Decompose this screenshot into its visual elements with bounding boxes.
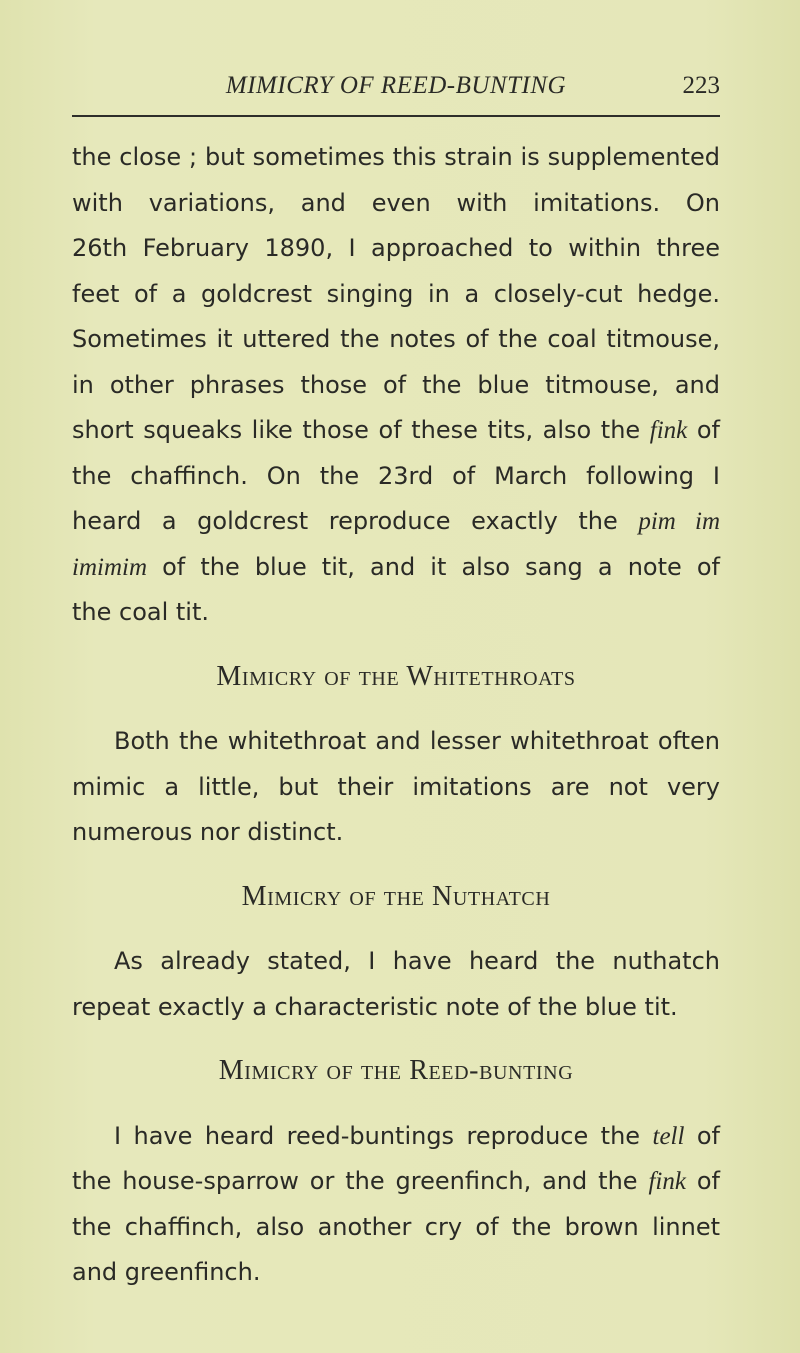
italic-term: fink — [648, 1168, 686, 1195]
text-run: I have heard reed-buntings reproduce the — [114, 1121, 653, 1150]
text-line — [72, 1114, 720, 1160]
text-line: and greenfinch. — [72, 1258, 261, 1286]
text-run: of the blue tit, and it also sang a note of — [147, 552, 720, 581]
text-line: As already stated, I have heard the nuthatch — [114, 947, 720, 975]
text-line: numerous nor distinct. — [72, 818, 344, 846]
running-head — [72, 72, 720, 112]
text-run: short squeaks like those of these tits, also the — [72, 416, 650, 444]
italic-term: imimim — [72, 553, 147, 581]
text-line — [72, 408, 720, 454]
text-line: mimic a little, but their imitations are not very — [72, 772, 720, 801]
paragraph-reed-bunting — [72, 1114, 720, 1296]
text-line: Sometimes it uttered the notes of the coal titmouse, — [72, 325, 720, 353]
text-run: the house-sparrow or the greenfinch, and the — [72, 1167, 649, 1195]
paragraph-nuthatch — [72, 939, 720, 1030]
text-run: of — [685, 1167, 720, 1195]
page-number: 223 — [682, 72, 720, 99]
text-line: the close ; but sometimes this strain is supplemented — [72, 143, 720, 171]
paragraph-whitethroats — [72, 719, 720, 856]
text-line — [72, 1159, 720, 1205]
text-line: the coal tit. — [72, 598, 210, 626]
text-line: the chaffinch. On the 23rd of March following I — [72, 461, 720, 490]
text-line: with variations, and even with imitations. On — [72, 188, 720, 217]
text-run: of — [684, 1121, 720, 1150]
text-line: the chaffinch, also another cry of the brown linnet — [72, 1212, 720, 1241]
section-heading-whitethroats: Mimicry of the Whitethroats — [216, 660, 576, 692]
section-heading-reed-bunting: Mimicry of the Reed-bunting — [218, 1055, 574, 1086]
text-line — [72, 499, 720, 545]
body-text — [72, 135, 720, 1296]
text-line: repeat exactly a characteristic note of the blue tit. — [72, 992, 678, 1021]
text-line: 26th February 1890, I approached to within three — [72, 234, 720, 262]
text-line — [72, 545, 720, 591]
text-run: of — [687, 416, 720, 444]
paragraph-goldcrest — [72, 135, 720, 636]
text-line: Both the whitethroat and lesser whitethroat often — [114, 727, 720, 755]
header-rule — [72, 115, 720, 117]
italic-term: tell — [652, 1122, 685, 1150]
text-line: feet of a goldcrest singing in a closely-cut hedge. — [72, 279, 720, 308]
text-run: heard a goldcrest reproduce exactly the — [72, 507, 639, 535]
running-title: MIMICRY OF REED-BUNTING — [225, 72, 567, 99]
italic-term: fink — [649, 417, 688, 444]
section-heading-nuthatch: Mimicry of the Nuthatch — [241, 880, 551, 912]
text-line: in other phrases those of the blue titmouse, and — [72, 370, 720, 399]
italic-term: pim im — [638, 508, 721, 535]
